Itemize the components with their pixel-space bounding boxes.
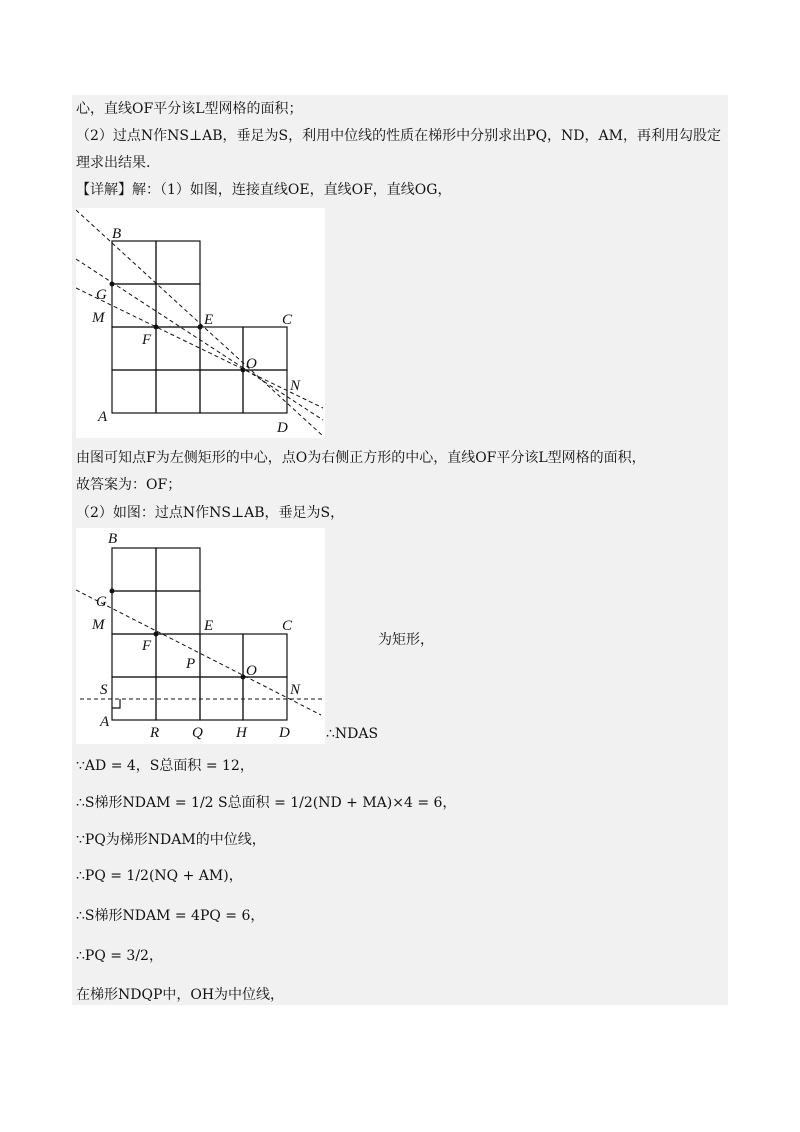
label-B: B [108,531,118,547]
figure-1-svg [76,208,325,438]
label-Q: Q [192,725,203,741]
text-line-1: 心，直线OF平分该L型网格的面积； [76,101,303,117]
text-line-2: （2）过点N作NS⊥AB，垂足为S，利用中位线的性质在梯形中分别求出PQ，ND，AM，再利用勾股定 [76,128,721,144]
label-M: M [92,310,105,326]
label-B: B [112,226,122,242]
text-line-13: ∴PQ = 1/2(NQ + AM)， [76,868,243,884]
label-F: F [142,638,152,654]
label-H: H [236,725,247,741]
figure-2-svg [76,528,325,744]
side-text-ndas: ∴NDAS [326,726,379,742]
label-N: N [290,682,301,698]
label-A: A [100,714,110,730]
text-line-3: 理求出结果. [76,155,151,171]
text-line-14: ∴S梯形NDAM = 4PQ = 6， [76,908,265,924]
text-line-7: （2）如图：过点N作NS⊥AB，垂足为S， [76,505,345,521]
label-E: E [204,618,214,634]
label-C: C [282,618,293,634]
text-line-12: ∵PQ为梯形NDAM的中位线， [76,832,266,848]
label-M: M [92,617,105,633]
text-line-16: 在梯形NDQP中，OH为中位线， [76,987,285,1003]
label-N: N [290,378,301,394]
label-S: S [100,682,108,698]
text-line-10: ∵AD = 4，S总面积 = 12， [76,758,254,774]
label-E: E [204,312,214,328]
figure-1 [76,208,325,438]
text-line-11: ∴S梯形NDAM = 1/2 S总面积 = 1/2(ND + MA)×4 = 6， [76,795,457,811]
label-G: G [96,287,107,303]
label-P: P [186,656,196,672]
figure-2 [76,528,325,744]
label-D: D [277,420,288,436]
label-R: R [150,725,160,741]
text-line-5: 由图可知点F为左侧矩形的中心，点O为右侧正方形的中心，直线OF平分该L型网格的面积， [76,450,646,466]
label-G: G [96,594,107,610]
label-O: O [246,663,257,679]
side-text-rectangle: 为矩形， [378,632,434,648]
text-line-6: 故答案为：OF； [76,477,182,493]
label-F: F [142,332,152,348]
text-line-15: ∴PQ = 3/2， [76,948,163,964]
label-C: C [282,312,293,328]
label-D: D [279,725,290,741]
text-line-4: 【详解】解：（1）如图，连接直线OE，直线OF，直线OG， [76,182,452,198]
label-A: A [98,409,108,425]
label-O: O [246,356,257,372]
